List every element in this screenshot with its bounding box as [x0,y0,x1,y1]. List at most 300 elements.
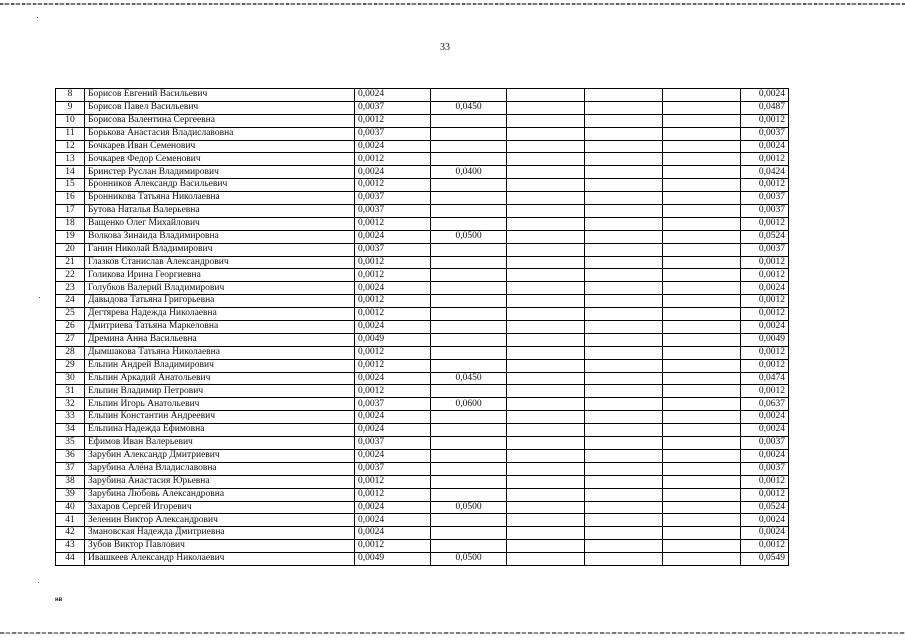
row-empty-cell [507,540,585,553]
row-name: Борькова Анастасия Владиславовна [85,127,355,140]
row-empty-cell [663,372,741,385]
row-share-a: 0,0012 [355,359,431,372]
table-row [56,449,789,462]
row-empty-cell [663,501,741,514]
row-name: Давыдова Татьяна Григорьевна [85,295,355,308]
row-number: 14 [56,166,85,179]
row-share-b [431,256,507,269]
row-share-b [431,282,507,295]
row-total: 0,0012 [741,295,789,308]
row-share-a: 0,0037 [355,101,431,114]
table-row [56,308,789,321]
row-total: 0,0024 [741,321,789,334]
table-row [56,243,789,256]
row-total: 0,0037 [741,243,789,256]
row-share-a: 0,0037 [355,243,431,256]
row-empty-cell [585,127,663,140]
row-share-b [431,140,507,153]
page-number: 33 [440,42,450,53]
row-number: 17 [56,205,85,218]
row-empty-cell [507,514,585,527]
row-total: 0,0012 [741,346,789,359]
row-share-a: 0,0024 [355,282,431,295]
row-number: 15 [56,179,85,192]
table-row [56,411,789,424]
table-row [56,540,789,553]
row-share-a: 0,0024 [355,514,431,527]
row-share-a: 0,0037 [355,127,431,140]
row-share-b [431,449,507,462]
table-row [56,553,789,566]
row-share-b [431,411,507,424]
table-row [56,333,789,346]
row-share-b [431,205,507,218]
row-share-a: 0,0012 [355,540,431,553]
row-name: Змановская Надежда Дмитриевна [85,527,355,540]
row-share-b [431,346,507,359]
row-total: 0,0474 [741,372,789,385]
row-empty-cell [507,295,585,308]
row-name: Ганин Николай Владимирович [85,243,355,256]
row-share-b [431,153,507,166]
row-empty-cell [585,540,663,553]
row-number: 33 [56,411,85,424]
row-share-b [431,527,507,540]
row-number: 42 [56,527,85,540]
row-share-a: 0,0012 [355,308,431,321]
row-share-a: 0,0049 [355,333,431,346]
row-empty-cell [507,424,585,437]
row-empty-cell [663,205,741,218]
row-share-a: 0,0037 [355,205,431,218]
row-empty-cell [585,424,663,437]
row-empty-cell [663,256,741,269]
row-name: Борисова Валентина Сергеевна [85,114,355,127]
row-empty-cell [663,346,741,359]
row-empty-cell [663,411,741,424]
row-empty-cell [585,166,663,179]
row-share-b [431,321,507,334]
row-name: Бронников Александр Васильевич [85,179,355,192]
row-share-b [431,243,507,256]
row-empty-cell [663,114,741,127]
row-empty-cell [663,553,741,566]
row-name: Зарубина Любовь Александровна [85,488,355,501]
row-share-b: 0,0400 [431,166,507,179]
row-name: Зубов Виктор Павлович [85,540,355,553]
row-empty-cell [663,166,741,179]
row-empty-cell [585,475,663,488]
row-name: Захаров Сергей Игоревич [85,501,355,514]
row-empty-cell [507,205,585,218]
row-empty-cell [507,269,585,282]
row-name: Глазков Станислав Александрович [85,256,355,269]
row-name: Дымшакова Татьяна Николаевна [85,346,355,359]
table-row [56,166,789,179]
row-empty-cell [663,127,741,140]
row-empty-cell [663,424,741,437]
row-number: 19 [56,230,85,243]
row-empty-cell [663,308,741,321]
row-share-a: 0,0012 [355,385,431,398]
row-number: 9 [56,101,85,114]
row-total: 0,0024 [741,282,789,295]
row-empty-cell [663,385,741,398]
row-share-b [431,475,507,488]
row-name: Зеленин Виктор Александрович [85,514,355,527]
row-name: Волкова Зинаида Владимировна [85,230,355,243]
row-number: 34 [56,424,85,437]
row-name: Голикова Ирина Георгиевна [85,269,355,282]
table-row [56,179,789,192]
row-empty-cell [585,346,663,359]
row-number: 41 [56,514,85,527]
row-empty-cell [663,333,741,346]
row-empty-cell [585,230,663,243]
row-empty-cell [507,166,585,179]
row-number: 22 [56,269,85,282]
row-share-a: 0,0012 [355,256,431,269]
row-empty-cell [585,462,663,475]
row-number: 28 [56,346,85,359]
row-total: 0,0037 [741,192,789,205]
row-share-a: 0,0024 [355,321,431,334]
row-total: 0,0049 [741,333,789,346]
table-row [56,230,789,243]
row-empty-cell [585,89,663,102]
row-share-a: 0,0037 [355,437,431,450]
row-empty-cell [663,243,741,256]
row-empty-cell [585,295,663,308]
row-share-b [431,359,507,372]
table-row [56,385,789,398]
row-total: 0,0012 [741,114,789,127]
row-empty-cell [585,308,663,321]
table-row [56,205,789,218]
row-empty-cell [663,153,741,166]
row-share-b [431,514,507,527]
row-number: 27 [56,333,85,346]
table-row [56,295,789,308]
row-empty-cell [507,308,585,321]
row-empty-cell [585,449,663,462]
row-total: 0,0012 [741,179,789,192]
row-total: 0,0024 [741,424,789,437]
row-empty-cell [585,333,663,346]
row-empty-cell [507,89,585,102]
row-empty-cell [585,282,663,295]
row-total: 0,0012 [741,540,789,553]
row-number: 21 [56,256,85,269]
row-empty-cell [507,217,585,230]
row-number: 40 [56,501,85,514]
table-row [56,527,789,540]
row-empty-cell [507,346,585,359]
row-total: 0,0549 [741,553,789,566]
table-row [56,488,789,501]
row-empty-cell [585,488,663,501]
row-empty-cell [585,153,663,166]
row-empty-cell [585,514,663,527]
row-share-b [431,89,507,102]
row-empty-cell [585,501,663,514]
row-share-b [431,295,507,308]
table-row [56,514,789,527]
row-share-a: 0,0012 [355,488,431,501]
row-total: 0,0012 [741,488,789,501]
row-empty-cell [507,230,585,243]
scan-edge-bottom [0,632,905,634]
row-share-a: 0,0024 [355,424,431,437]
row-empty-cell [663,269,741,282]
scan-edge-top [0,3,905,5]
row-share-a: 0,0012 [355,269,431,282]
row-share-a: 0,0024 [355,89,431,102]
row-share-a: 0,0012 [355,179,431,192]
row-empty-cell [663,282,741,295]
row-empty-cell [507,398,585,411]
row-share-a: 0,0012 [355,153,431,166]
row-total: 0,0012 [741,217,789,230]
row-empty-cell [507,282,585,295]
row-empty-cell [585,527,663,540]
row-empty-cell [585,437,663,450]
corner-mark: нв [55,597,63,603]
table-row [56,101,789,114]
row-share-b [431,385,507,398]
table-row [56,475,789,488]
row-name: Дремина Анна Васильевна [85,333,355,346]
table-row [56,398,789,411]
row-share-b: 0,0450 [431,101,507,114]
row-total: 0,0037 [741,462,789,475]
row-empty-cell [507,449,585,462]
row-empty-cell [663,398,741,411]
row-share-b [431,179,507,192]
row-empty-cell [585,385,663,398]
row-number: 37 [56,462,85,475]
row-share-a: 0,0024 [355,411,431,424]
row-share-b [431,127,507,140]
row-share-a: 0,0037 [355,192,431,205]
row-name: Дегтярева Надежда Николаевна [85,308,355,321]
row-share-a: 0,0012 [355,346,431,359]
row-share-a: 0,0012 [355,217,431,230]
table-row [56,359,789,372]
row-empty-cell [585,256,663,269]
row-empty-cell [507,437,585,450]
row-total: 0,0037 [741,127,789,140]
row-total: 0,0024 [741,449,789,462]
row-empty-cell [663,295,741,308]
row-name: Ельпин Аркадий Анатольевич [85,372,355,385]
row-number: 24 [56,295,85,308]
row-empty-cell [507,101,585,114]
row-share-a: 0,0012 [355,475,431,488]
table-row [56,346,789,359]
row-total: 0,0524 [741,230,789,243]
row-number: 10 [56,114,85,127]
row-share-b [431,217,507,230]
row-number: 43 [56,540,85,553]
row-number: 18 [56,217,85,230]
row-total: 0,0524 [741,501,789,514]
row-empty-cell [507,114,585,127]
row-empty-cell [663,475,741,488]
row-empty-cell [507,411,585,424]
table-row [56,437,789,450]
row-empty-cell [507,475,585,488]
row-number: 39 [56,488,85,501]
row-share-b [431,462,507,475]
row-name: Бочкарев Иван Семенович [85,140,355,153]
row-empty-cell [663,462,741,475]
row-empty-cell [585,553,663,566]
row-empty-cell [585,114,663,127]
row-total: 0,0012 [741,256,789,269]
row-empty-cell [663,488,741,501]
row-share-a: 0,0024 [355,140,431,153]
row-total: 0,0024 [741,411,789,424]
row-name: Бочкарев Федор Семенович [85,153,355,166]
row-name: Бутова Наталья Валерьевна [85,205,355,218]
row-share-b [431,192,507,205]
row-total: 0,0012 [741,359,789,372]
row-empty-cell [507,359,585,372]
row-empty-cell [507,179,585,192]
row-share-b: 0,0450 [431,372,507,385]
row-share-b: 0,0500 [431,501,507,514]
row-number: 12 [56,140,85,153]
row-empty-cell [663,359,741,372]
row-number: 11 [56,127,85,140]
table-row [56,462,789,475]
row-empty-cell [585,217,663,230]
row-empty-cell [663,179,741,192]
table-row [56,140,789,153]
row-total: 0,0012 [741,475,789,488]
row-empty-cell [585,372,663,385]
row-share-a: 0,0024 [355,166,431,179]
row-empty-cell [663,540,741,553]
row-empty-cell [663,140,741,153]
row-share-a: 0,0024 [355,501,431,514]
row-share-b [431,424,507,437]
table-body [56,89,789,566]
scan-speck [38,582,39,583]
row-share-b [431,437,507,450]
row-name: Зарубин Александр Дмитриевич [85,449,355,462]
row-empty-cell [663,321,741,334]
row-empty-cell [663,101,741,114]
row-empty-cell [507,527,585,540]
row-empty-cell [663,437,741,450]
row-share-a: 0,0024 [355,230,431,243]
row-number: 8 [56,89,85,102]
row-empty-cell [507,192,585,205]
row-empty-cell [507,462,585,475]
scan-speck [37,17,38,18]
row-empty-cell [663,230,741,243]
table-row [56,424,789,437]
row-empty-cell [507,321,585,334]
row-name: Голубков Валерий Владимирович [85,282,355,295]
row-empty-cell [585,192,663,205]
row-empty-cell [663,527,741,540]
table-row [56,256,789,269]
row-name: Борисов Евгений Васильевич [85,89,355,102]
row-empty-cell [507,385,585,398]
row-total: 0,0024 [741,89,789,102]
row-total: 0,0487 [741,101,789,114]
row-empty-cell [585,398,663,411]
row-empty-cell [507,501,585,514]
row-number: 38 [56,475,85,488]
table-row [56,114,789,127]
row-empty-cell [585,101,663,114]
row-empty-cell [507,127,585,140]
row-empty-cell [585,269,663,282]
row-share-b: 0,0500 [431,553,507,566]
row-empty-cell [507,488,585,501]
row-number: 16 [56,192,85,205]
row-name: Зарубина Анастасия Юрьевна [85,475,355,488]
row-empty-cell [585,243,663,256]
table-row [56,192,789,205]
row-empty-cell [507,153,585,166]
row-empty-cell [585,411,663,424]
row-name: Ивашкеев Александр Николаевич [85,553,355,566]
table-row [56,153,789,166]
row-share-b [431,488,507,501]
table-row [56,321,789,334]
table-row [56,89,789,102]
row-number: 25 [56,308,85,321]
row-number: 44 [56,553,85,566]
row-name: Ващенко Олег Михайлович [85,217,355,230]
row-name: Ельпин Андрей Владимирович [85,359,355,372]
row-share-b: 0,0500 [431,230,507,243]
row-empty-cell [507,256,585,269]
row-total: 0,0037 [741,205,789,218]
row-total: 0,0012 [741,269,789,282]
row-total: 0,0024 [741,527,789,540]
row-empty-cell [585,205,663,218]
row-number: 32 [56,398,85,411]
row-number: 23 [56,282,85,295]
row-number: 36 [56,449,85,462]
row-total: 0,0012 [741,308,789,321]
row-number: 29 [56,359,85,372]
row-total: 0,0424 [741,166,789,179]
row-name: Ельпин Константин Андреевич [85,411,355,424]
row-name: Ельпин Владимир Петрович [85,385,355,398]
row-name: Ефимов Иван Валерьевич [85,437,355,450]
row-share-a: 0,0024 [355,372,431,385]
row-empty-cell [663,514,741,527]
row-empty-cell [507,333,585,346]
row-share-a: 0,0037 [355,462,431,475]
row-empty-cell [585,321,663,334]
row-empty-cell [507,372,585,385]
row-name: Бронникова Татьяна Николаевна [85,192,355,205]
table-row [56,217,789,230]
row-number: 30 [56,372,85,385]
row-empty-cell [663,89,741,102]
row-name: Бринстер Руслан Владимирович [85,166,355,179]
row-empty-cell [585,140,663,153]
table-row [56,372,789,385]
